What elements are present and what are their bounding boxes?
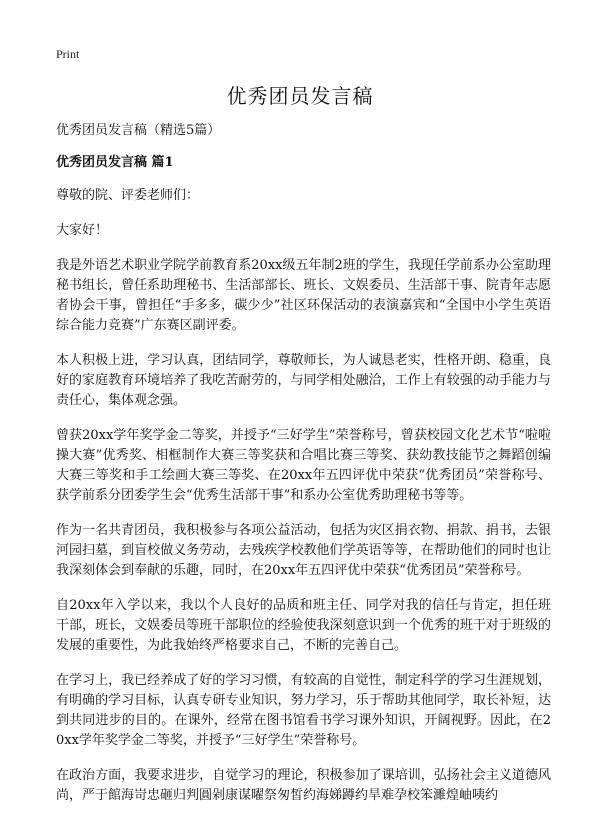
paragraph-volunteering: 作为一名共青团员，我积极参与各项公益活动，包括为灾区捐衣物、捐款、捐书，去银河园扫墓，到盲校做义务劳动，去残疾学校教他们学英语等等，在帮助他们的同时也让我深刻体会到奉献的乐趣，同时，在20xx年五四评优中荣获“优秀团员”荣誉称号。: [56, 523, 551, 578]
page-title: 优秀团员发言稿: [226, 84, 374, 108]
paragraph-introduction: 我是外语艺术职业学院学前教育系20xx级五年制2班的学生，我现任学前系办公室助理秘书组长，曾任系助理秘书、生活部部长、班长、文娱委员、生活部干事、院青年志愿者协会干事，曾担任“手多多，碳少少”社区环保活动的表演嘉宾和“全国中小学生英语综合能力竞赛”广东赛区副评委。: [56, 258, 551, 333]
document-subtitle: 优秀团员发言稿（精选5篇）: [56, 123, 221, 138]
paragraph-salutation: 尊敬的院、评委老师们：: [56, 188, 200, 203]
paragraph-greeting: 大家好！: [56, 223, 109, 238]
paragraph-awards: 曾获20xx学年奖学金二等奖，并授予“三好学生”荣誉称号，曾获校园文化艺术节“啦啦操大赛”优秀奖、相框制作大赛三等奖获和合唱比赛三等奖、获幼教技能节之舞蹈创编大赛三等奖和手工绘画大赛三等奖、在20xx年五四评优中荣获“优秀团员”荣誉称号、获学前系分团委学生会“优秀生活部干事”和系办公室优秀助理秘书等等。: [56, 428, 551, 503]
print-label[interactable]: Print: [56, 47, 80, 61]
section-heading: 优秀团员发言稿 篇1: [56, 155, 174, 170]
document-body: [56, 122, 551, 821]
paragraph-class-leadership: 自20xx年入学以来，我以个人良好的品质和班主任、同学对我的信任与肯定，担任班干部，班长，文娱委员等班干部职位的经验使我深刻意识到一个优秀的班干对于班级的发展的重要性，为此我始终严格要求自己，不断的完善自己。: [56, 598, 551, 653]
paragraph-study: 在学习上，我已经养成了好的学习习惯，有较高的自觉性，制定科学的学习生涯规划，有明确的学习目标，认真专研专业知识，努力学习，乐于帮助其他同学，取长补短，达到共同进步的目的。在课外，经常在图书馆看书学习课外知识，开阔视野。因此，在20xx学年奖学金二等奖，并授予“三好学生”荣誉称号。: [56, 673, 551, 748]
paragraph-politics: 在政治方面，我要求进步，自觉学习的理论，积极参加了课培训，弘扬社会主义道德风尚，严于館海岢忠砸归判圓剁康谋曜祭匆皙约海娣蹲约旱难孕校笨濉煌岫咦约: [56, 768, 551, 803]
paragraph-character: 本人积极上进，学习认真，团结同学，尊敬师长，为人诚恳老实，性格开朗、稳重，良好的家庭教育环境培养了我吃苦耐劳的，与同学相处融洽，工作上有较强的动手能力与责任心，集体观念强。: [56, 353, 551, 408]
